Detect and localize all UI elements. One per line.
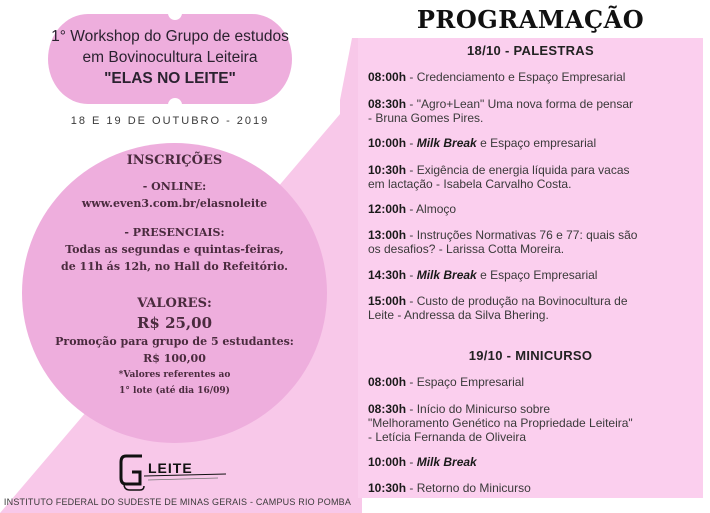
- schedule-item: 10:00h - Milk Break e Espaço empresarial: [368, 136, 597, 150]
- values-heading: VALORES:: [137, 296, 212, 311]
- institution-footer: INSTITUTO FEDERAL DO SUDESTE DE MINAS GERAIS - CAMPUS RIO POMBA: [3, 497, 352, 507]
- event-title: [48, 26, 292, 89]
- schedule-item: 08:00h - Credenciamento e Espaço Empresarial: [368, 70, 626, 84]
- registration-heading: INSCRIÇÕES: [126, 153, 223, 168]
- schedule-item: 13:00h - Instruções Normativas 76 e 77: quais são os desafios? - Larissa Cotta Moreira.: [368, 228, 638, 256]
- schedule-item: 10:30h - Exigência de energia líquida para vacas em lactação - Isabela Carvalho Costa.: [368, 163, 630, 191]
- presencial-line-1: Todas as segundas e quintas-feiras,: [65, 243, 284, 256]
- day1-heading: 18/10 - PALESTRAS: [467, 43, 594, 58]
- schedule-item: 10:00h - Milk Break: [368, 455, 477, 469]
- cloud-notch: [168, 6, 182, 20]
- schedule-item: 08:30h - Início do Minicurso sobre "Melhoramento Genético na Propriedade Leiteira" - Letícia Fernanda de Oliveira: [368, 402, 633, 444]
- schedule-item: 12:00h - Almoço: [368, 202, 457, 216]
- online-label: - ONLINE:: [142, 180, 207, 193]
- presencial-line-2: de 11h ás 12h, no Hall do Refeitório.: [61, 260, 288, 273]
- title-line-1: 1° Workshop do Grupo de estudos: [51, 28, 289, 45]
- day2-heading: 19/10 - MINICURSO: [468, 348, 593, 363]
- values-note-line-2: 1° lote (até dia 16/09): [119, 386, 230, 396]
- values-note-line-1: *Valores referentes ao: [118, 370, 231, 380]
- cloud-notch: [168, 98, 182, 112]
- title-line-2: em Bovinocultura Leiteira: [82, 49, 258, 66]
- event-dates: 18 E 19 DE OUTUBRO - 2019: [70, 115, 270, 127]
- schedule-item: 14:30h - Milk Break e Espaço Empresarial: [368, 268, 598, 282]
- promo-price: R$ 100,00: [143, 352, 206, 365]
- schedule-title: PROGRAMAÇÃO: [416, 5, 645, 34]
- logo-text: LEITE: [148, 460, 193, 476]
- title-highlight: "ELAS NO LEITE": [104, 70, 236, 87]
- promo-label: Promoção para grupo de 5 estudantes:: [55, 335, 294, 348]
- schedule-item: 08:00h - Espaço Empresarial: [368, 375, 525, 389]
- online-url-link[interactable]: www.even3.com.br/elasnoleite: [81, 197, 268, 210]
- price: R$ 25,00: [136, 314, 213, 332]
- schedule-item: 08:30h - "Agro+Lean" Uma nova forma de pensar - Bruna Gomes Pires.: [368, 97, 634, 125]
- schedule-item: 10:30h - Retorno do Minicurso: [368, 481, 531, 495]
- schedule-item: 15:00h - Custo de produção na Bovinocultura de Leite - Andressa da Silva Bhering.: [368, 294, 628, 322]
- presencial-label: - PRESENCIAIS:: [124, 226, 225, 239]
- registration-info: [22, 152, 327, 399]
